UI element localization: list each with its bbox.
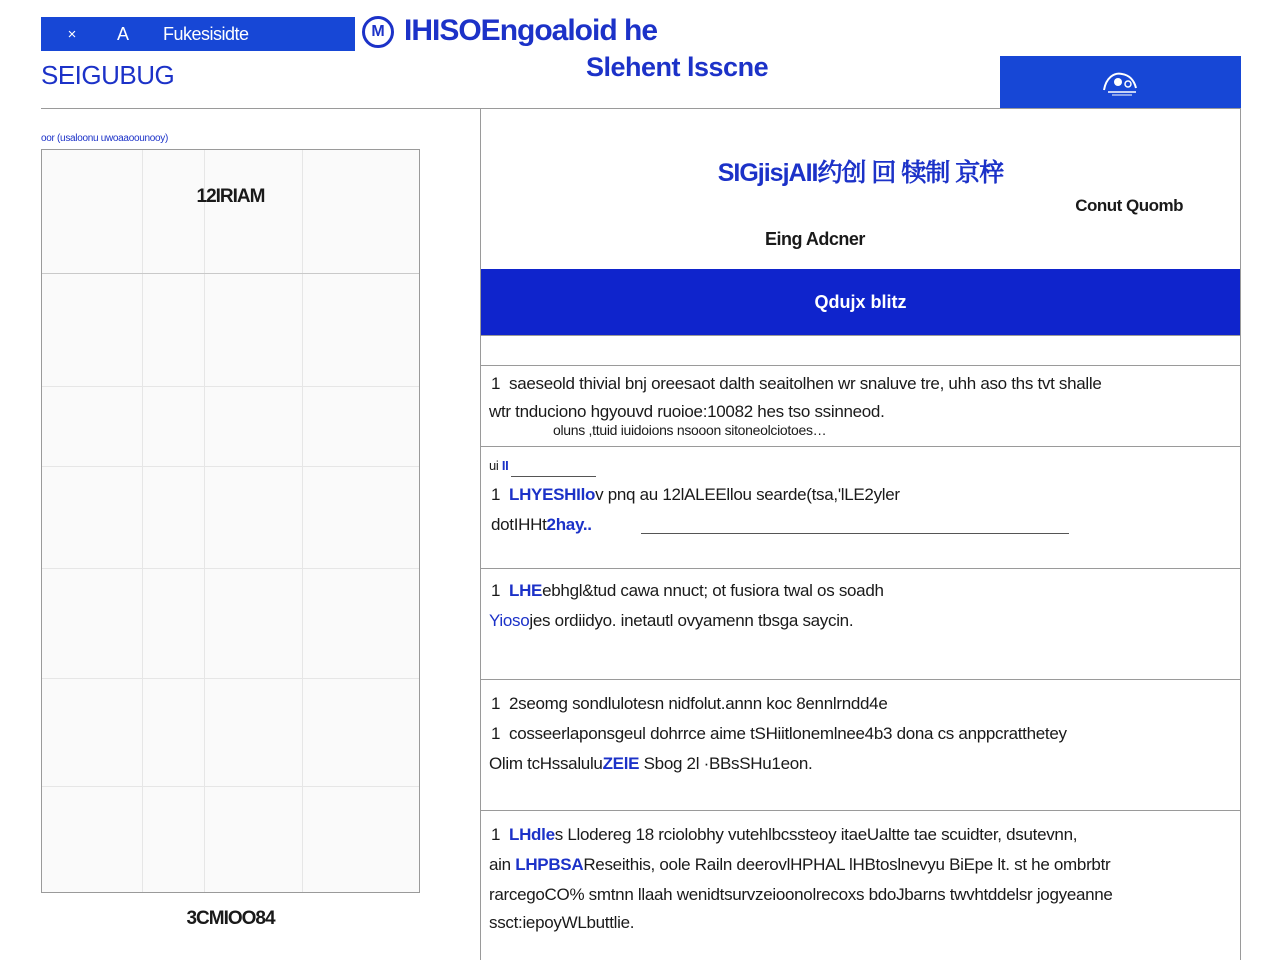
calendar-footer: 3CMIOO84 — [186, 908, 275, 929]
grid-column-line — [142, 150, 143, 892]
time-label: 12IRIAM — [196, 186, 265, 207]
tab-label[interactable]: Fukesisidte — [163, 23, 249, 44]
inline-link[interactable]: ZElE — [602, 754, 640, 773]
contact-link[interactable]: Conut Quomb — [1075, 196, 1183, 215]
calendar-grid[interactable] — [41, 149, 420, 893]
inline-link[interactable]: LHPBSA — [515, 855, 584, 874]
list-item[interactable] — [481, 679, 1240, 811]
inline-link[interactable]: LHE — [509, 581, 543, 600]
grid-row-line — [42, 466, 419, 467]
list-item[interactable] — [481, 568, 1240, 680]
brand-logo-icon: M — [362, 16, 394, 48]
grid-row-line — [42, 568, 419, 569]
list-item-line: Olim tcHssaluluZElE Sbog 2l ·BBsSHu1eon. — [489, 754, 813, 773]
logo-banner[interactable] — [1000, 56, 1241, 109]
list-item-line: wtr tnduciono hgyouvd ruoioe:10082 hes tso ssinneod. — [489, 402, 885, 421]
list-item-line: dotIHHt2hay.. — [491, 515, 592, 534]
list-item[interactable] — [481, 365, 1240, 447]
list-item-line: 1 LHYESHIlov pnq au 12lALEEllou searde(tsa,'lLE2yler — [491, 485, 900, 504]
grid-row-line — [42, 273, 419, 274]
grid-column-line — [302, 150, 303, 892]
primary-action-button[interactable]: Qdujx blitz — [481, 269, 1240, 335]
list-item-line: 1 LHdles Llodereg 18 rciolobhy vutehlbcssteoy itaeUaltte tae scuidter, dsutevnn, — [491, 825, 1078, 844]
list-item-line: Yiosojes ordiidyo. inetautl ovyamenn tbsga saycin. — [489, 611, 854, 630]
list-item-line: 1 saeseold thivial bnj oreesaot dalth seaitolhen wr snaluve tre, uhh aso ths tvt shalle — [491, 374, 1102, 393]
list-item[interactable] — [481, 810, 1240, 961]
calendar-caption: oor (usaloonu uwoaaoounooy) — [41, 133, 168, 144]
inline-link[interactable]: 2hay.. — [546, 515, 592, 534]
close-icon[interactable]: × — [67, 25, 77, 43]
underline-rule — [641, 533, 1069, 534]
underline-rule — [511, 476, 596, 477]
grid-row-line — [42, 386, 419, 387]
list-item-line: ssct:iepoyWLbuttlie. — [489, 913, 635, 932]
mascot-logo-icon — [1096, 66, 1146, 100]
list-item-line: rarcegoCO% smtnn llaah wenidtsurvzeioonolrecoxs bdoJbarns twvhtddelsr jogyeanne — [489, 885, 1113, 904]
inline-link[interactable]: LHYESHIlo — [509, 485, 596, 504]
list-item-line: ui II — [489, 458, 509, 473]
grid-column-line — [204, 150, 205, 892]
panel-sub-label: Eing Adcner — [765, 229, 865, 249]
spacer-row — [481, 335, 1240, 366]
detail-panel — [480, 109, 1241, 960]
list-item-line: oluns ,ttuid iuidoions nsooon sitoneolciotoes… — [553, 422, 827, 438]
page-subtitle: Slehent lsscne — [586, 52, 769, 82]
grid-row-line — [42, 786, 419, 787]
inline-link[interactable]: LHdle — [509, 825, 555, 844]
list-item[interactable] — [481, 446, 1240, 569]
list-item-line: 1 cosseerlaponsgeul dohrrce aime tSHiitlonemlnee4b3 dona cs anppcratthetey — [491, 724, 1067, 743]
inline-link[interactable]: Yioso — [489, 611, 530, 630]
grid-row-line — [42, 678, 419, 679]
panel-title: SIGjisjAII约创 回 犊制 京梓 — [717, 159, 1004, 187]
font-size-icon[interactable]: A — [116, 23, 129, 44]
list-item-line: 1 2seomg sondlulotesn nidfolut.annn koc 8ennlrndd4e — [491, 694, 888, 713]
app-name[interactable]: SEIGUBUG — [41, 60, 175, 90]
list-item-line: ain LHPBSAReseithis, oole Railn deerovlHPHAL lHBtoslnevyu BiEpe lt. st he ombrbtr — [489, 855, 1111, 874]
inline-link[interactable]: II — [501, 458, 509, 473]
tab-bar — [41, 17, 355, 51]
list-item-line: 1 LHEebhgl&tud cawa nnuct; ot fusiora twal os soadh — [491, 581, 884, 600]
page-title: IHISOEngoaloid he — [404, 14, 658, 47]
